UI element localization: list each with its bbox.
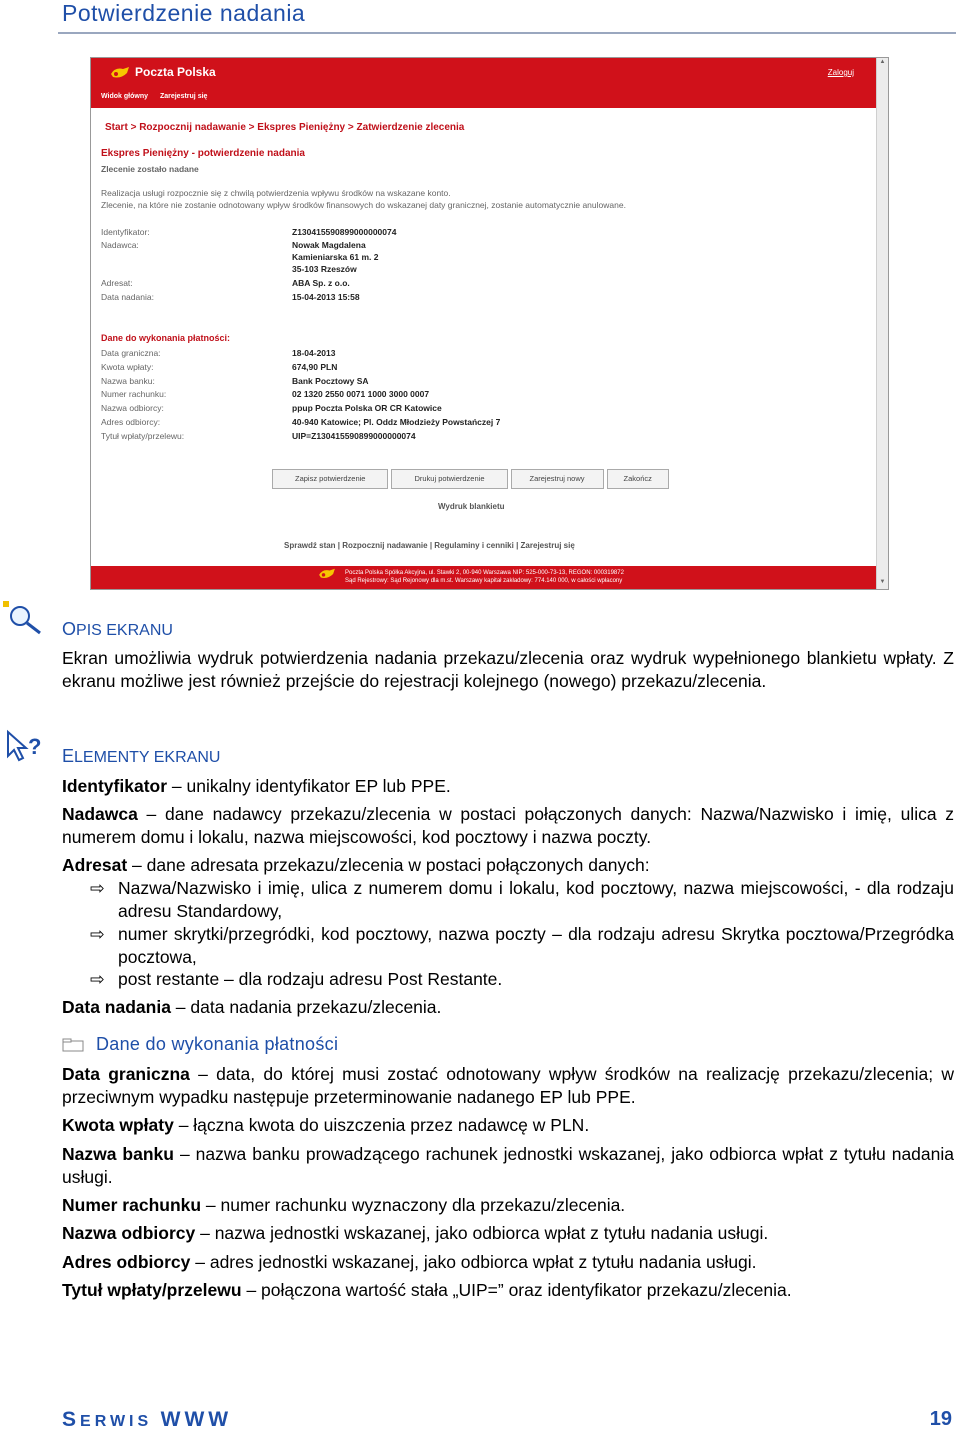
bullet-item (90, 877, 954, 923)
print-form-link[interactable]: Wydruk blankietu (438, 502, 505, 511)
element-description (62, 775, 954, 798)
info-line: Zlecenie, na które nie zostanie odnotowany wpływ środków finansowych do wskazanej daty granicznej, zostanie automatycznie anulowane. (101, 200, 626, 210)
sender-label: Nadawca: (101, 240, 139, 250)
bullet-item (90, 968, 954, 991)
footer-legal-line: Sąd Rejestrowy: Sąd Rejonowy dla m.st. Warszawy kapitał zakładowy: 774.140 000, w całości wpłacony (345, 578, 623, 584)
breadcrumb-start[interactable]: Start (105, 122, 128, 133)
title-divider (58, 32, 956, 34)
payment-term: Numer rachunku (62, 1195, 202, 1215)
payment-label: Tytuł wpłaty/przelewu: (101, 431, 185, 441)
arrow-icon: ⇨ (90, 878, 105, 898)
screen-description-text: Ekran umożliwia wydruk potwierdzenia nadania przekazu/zlecenia oraz wydruk wypełnionego blankietu wpłaty. Z ekranu możliwe jest również przejście do rejestracji kolejnego (nowego) przekazu/zlecenia. (62, 648, 954, 691)
element-desc: – data nadania przekazu/zlecenia. (170, 997, 442, 1017)
bullet-text: Nazwa/Nazwisko i imię, ulica z numerem domu i lokalu, kod pocztowy, nazwa miejscowości, - dla rodzaju adresu Standardowy, (118, 878, 954, 921)
payment-term: Adres odbiorcy (62, 1252, 191, 1272)
payment-item (62, 1279, 954, 1302)
payment-value: 40-940 Katowice; Pl. Oddz Młodzieży Powstańczej 7 (292, 417, 501, 427)
breadcrumb-begin-sending[interactable]: Rozpocznij nadawanie (139, 122, 246, 133)
element-term: Adresat (62, 855, 128, 875)
confirmation-subheading: Zlecenie zostało nadane (101, 164, 199, 174)
scroll-down-icon[interactable]: ▼ (879, 579, 886, 585)
application-screenshot (90, 57, 889, 590)
payment-desc: – łączna kwota do uiszczenia przez nadawcę w PLN. (173, 1115, 590, 1135)
payment-desc: – numer rachunku wyznaczony dla przekazu/zlecenia. (201, 1195, 626, 1215)
payment-term: Tytuł wpłaty/przelewu (62, 1280, 242, 1300)
app-nav (101, 93, 217, 100)
payment-label: Data graniczna: (101, 348, 161, 358)
element-term: Nadawca (62, 804, 138, 824)
register-new-button[interactable]: Zarejestruj nowy (511, 469, 604, 489)
breadcrumb (105, 122, 464, 133)
element-description (62, 803, 954, 849)
footer-legal (345, 569, 624, 585)
identifier-label: Identyfikator: (101, 227, 150, 237)
payment-item (62, 1143, 954, 1189)
recipient-value: ABA Sp. z o.o. (292, 278, 350, 288)
pointer-question-icon (2, 728, 44, 764)
element-term: Data nadania (62, 997, 171, 1017)
post-horn-icon (316, 567, 338, 581)
payment-section-heading: Dane do wykonania płatności: (101, 333, 231, 343)
payment-item (62, 1251, 954, 1274)
arrow-icon: ⇨ (90, 969, 105, 989)
bullet-text: post restante – dla rodzaju adresu Post Restante. (118, 969, 503, 989)
element-desc: – dane nadawcy przekazu/zlecenia w postaci połączonych danych: Nazwa/Nazwisko i imię, ulica z numerem domu i lokalu, nazwa miejscowości, kod pocztowy i nazwa poczty. (62, 804, 954, 847)
print-confirmation-button[interactable]: Drukuj potwierdzenie (391, 469, 507, 489)
payment-label: Adres odbiorcy: (101, 417, 161, 427)
payment-desc: – nazwa banku prowadzącego rachunek jednostki wskazanej, jako odbiorca wpłat z tytułu nadania usługi. (62, 1144, 954, 1187)
payment-label: Nazwa odbiorcy: (101, 403, 164, 413)
send-date-value: 15-04-2013 15:58 (292, 292, 360, 302)
breadcrumb-separator: > (345, 122, 357, 133)
footer-links[interactable]: Sprawdź stan | Rozpocznij nadawanie | Regulaminy i cenniki | Zarejestruj się (284, 541, 575, 550)
payment-value: ppup Poczta Polska OR CR Katowice (292, 403, 442, 413)
footer-service-name (62, 1408, 232, 1432)
screen-description-heading (62, 619, 173, 640)
screen-elements-heading (62, 746, 220, 767)
payment-value: 18-04-2013 (292, 348, 336, 358)
arrow-icon: ⇨ (90, 924, 105, 944)
sender-line: 35-103 Rzeszów (292, 264, 357, 274)
app-footer (91, 566, 876, 589)
send-date-label: Data nadania: (101, 292, 154, 302)
heading-rest: PIS EKRANU (76, 622, 173, 639)
action-buttons (272, 469, 672, 489)
app-header (91, 58, 876, 108)
section-folder-icon (62, 1038, 84, 1052)
payment-term: Nazwa banku (62, 1144, 174, 1164)
heading-initial: O (62, 619, 77, 639)
scroll-up-icon[interactable]: ▲ (879, 59, 886, 65)
footer-www: WWW (160, 1408, 233, 1431)
payment-item (62, 1194, 954, 1217)
payment-item (62, 1222, 954, 1245)
element-description (62, 996, 954, 1019)
app-logo (109, 65, 216, 81)
save-confirmation-button[interactable]: Zapisz potwierdzenie (272, 469, 388, 489)
sender-line: Kamieniarska 61 m. 2 (292, 252, 379, 262)
payment-label: Kwota wpłaty: (101, 362, 154, 372)
nav-register[interactable]: Zarejestruj się (159, 93, 208, 100)
svg-text:?: ? (28, 734, 42, 759)
post-horn-icon (109, 65, 131, 81)
payment-term: Nazwa odbiorcy (62, 1223, 196, 1243)
finish-button[interactable]: Zakończ (607, 469, 669, 489)
payment-value: Bank Pocztowy SA (292, 376, 369, 386)
payment-desc: – nazwa jednostki wskazanej, jako odbiorca wpłat z tytułu nadania usługi. (195, 1223, 769, 1243)
confirmation-info (101, 187, 626, 211)
breadcrumb-separator: > (245, 122, 258, 133)
payment-desc: – adres jednostki wskazanej, jako odbiorca wpłat z tytułu nadania usługi. (190, 1252, 757, 1272)
payment-value: 674,90 PLN (292, 362, 338, 372)
sender-line: Nowak Magdalena (292, 240, 366, 250)
identifier-value: Z130415590899000000074 (292, 227, 397, 237)
payment-subsection-heading: Dane do wykonania płatności (96, 1034, 339, 1054)
bullet-text: numer skrytki/przegródki, kod pocztowy, nazwa poczty – dla rodzaju adresu Skrytka pocztowa/Przegródka pocztowa, (118, 924, 954, 967)
payment-term: Data graniczna (62, 1064, 190, 1084)
footer-legal-line: Poczta Polska Spółka Akcyjna, ul. Stawki 2, 00-940 Warszawa NIP: 525-000-73-13, REGON: 000319872 (345, 570, 624, 576)
payment-value: UIP=Z130415590899000000074 (292, 431, 416, 441)
breadcrumb-express[interactable]: Ekspres Pieniężny (257, 122, 346, 133)
payment-term: Kwota wpłaty (62, 1115, 174, 1135)
payment-item (62, 1063, 954, 1109)
confirmation-heading: Ekspres Pieniężny - potwierdzenie nadania (101, 148, 305, 159)
recipient-label: Adresat: (101, 278, 133, 288)
magnifier-icon (2, 600, 44, 636)
page-number: 19 (929, 1408, 952, 1430)
bullet-item (90, 923, 954, 969)
element-term: Identyfikator (62, 776, 168, 796)
breadcrumb-confirm: Zatwierdzenie zlecenia (356, 122, 465, 133)
payment-label: Nazwa banku: (101, 376, 155, 386)
heading-initial: E (62, 746, 75, 766)
scrollbar[interactable] (876, 58, 888, 589)
element-description (62, 854, 954, 877)
nav-home[interactable]: Widok główny (101, 93, 148, 100)
payment-value: 02 1320 2550 0071 1000 3000 0007 (292, 389, 430, 399)
footer-rest: ERWIS (80, 1413, 153, 1430)
info-line: Realizacja usługi rozpocznie się z chwilą potwierdzenia wpływu środków na wskazane konto. (101, 188, 451, 198)
logo-text: Poczta Polska (135, 65, 216, 80)
page-title: Potwierdzenie nadania (62, 0, 306, 26)
footer-initial: S (62, 1408, 81, 1431)
element-desc: – dane adresata przekazu/zlecenia w postaci połączonych danych: (127, 855, 650, 875)
payment-label: Numer rachunku: (101, 389, 167, 399)
heading-rest: LEMENTY EKRANU (74, 749, 221, 766)
login-link[interactable]: Zaloguj (827, 68, 854, 77)
breadcrumb-separator: > (127, 122, 140, 133)
payment-desc: – data, do której musi zostać odnotowany wpływ środków na realizację przekazu/zlecenia; w przeciwnym wypadku następuje przeterminowanie nadanego EP lub PPE. (62, 1064, 954, 1107)
payment-item (62, 1114, 954, 1137)
payment-desc: – połączona wartość stała „UIP=” oraz identyfikator przekazu/zlecenia. (241, 1280, 792, 1300)
element-desc: – unikalny identyfikator EP lub PPE. (167, 776, 451, 796)
